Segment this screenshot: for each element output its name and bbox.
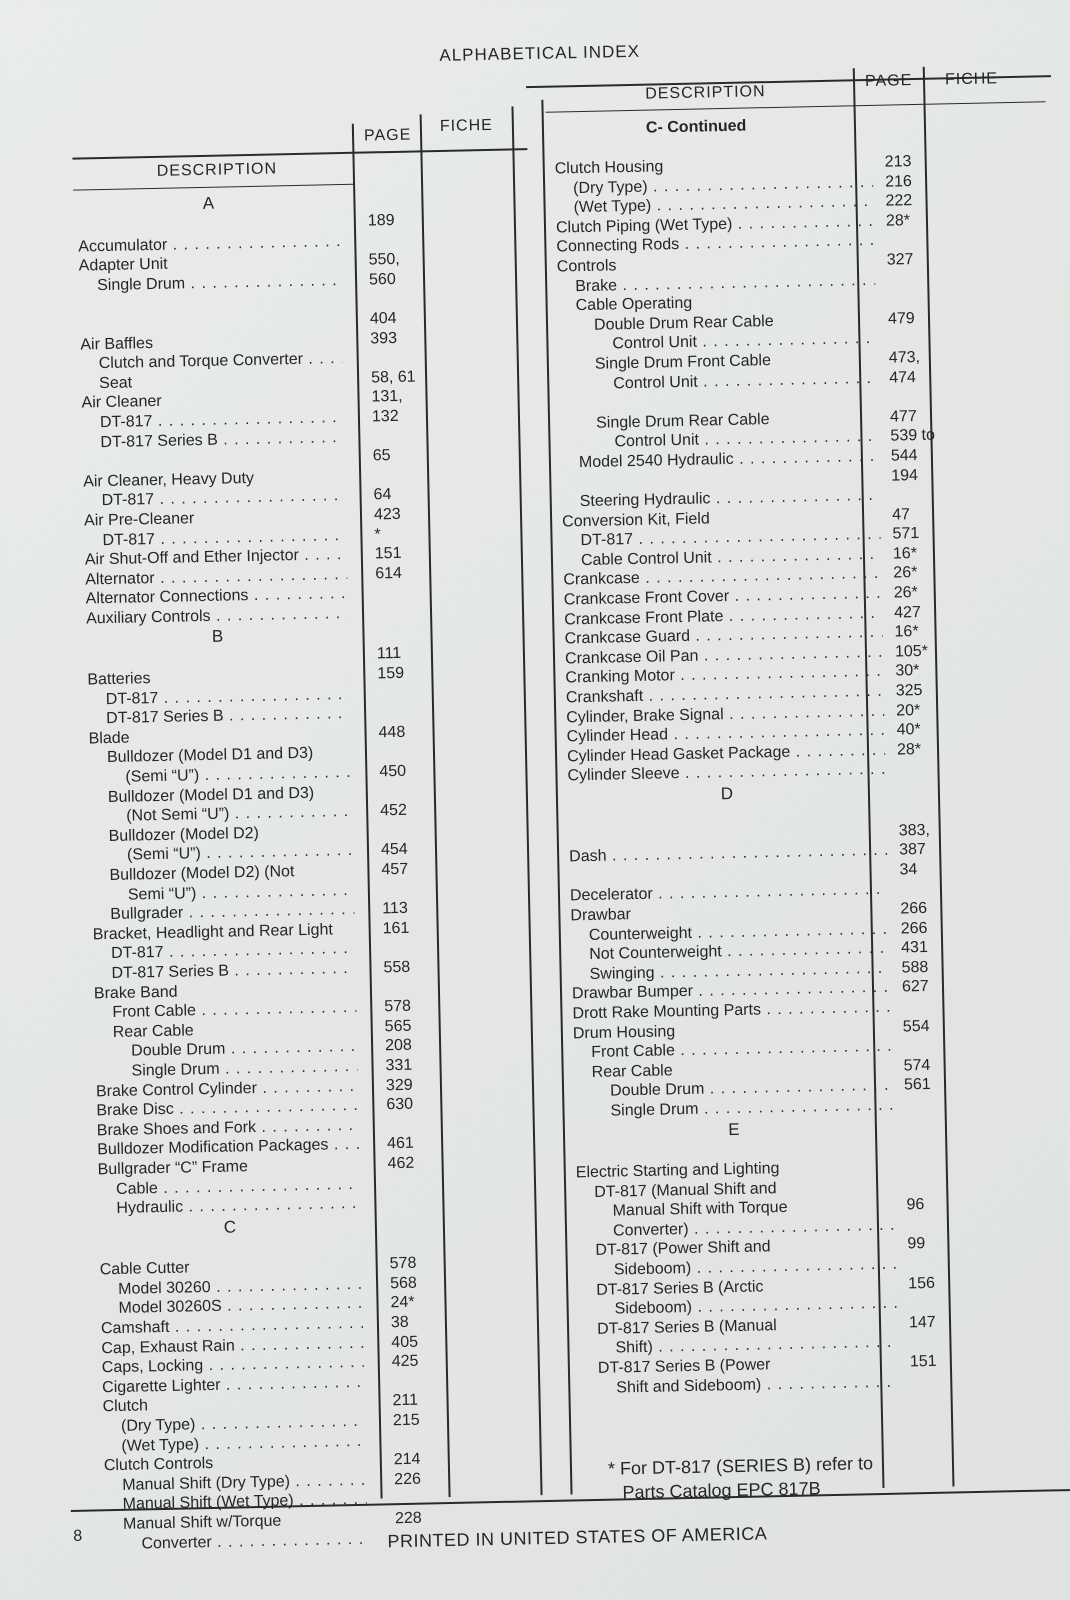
entry-description: Bulldozer Modification Packages . . .: [97, 1135, 359, 1160]
entry-description: DT-817 Series B . . .: [88, 704, 350, 729]
page-title: ALPHABETICAL INDEX: [439, 41, 641, 65]
right-fiche-header: FICHE: [944, 70, 999, 89]
entry-description: Bracket, Headlight and Rear Light: [92, 921, 333, 944]
entry-description: DT-817 . . .: [82, 408, 344, 433]
entry-page: 65: [372, 447, 391, 465]
entry-description: Shift and Sideboom) . . .: [580, 1372, 898, 1398]
entry-page: 222: [885, 192, 913, 210]
right-heading: C- Continued: [645, 117, 747, 137]
entry-page: 574: [903, 1056, 931, 1075]
entry-description: Dash . . .: [569, 841, 887, 867]
entry-page: 461: [386, 1135, 415, 1153]
entry-page: 477: [889, 407, 917, 426]
entry-description: Bulldozer (Model D1 and D3): [107, 784, 315, 806]
entry-description: Cable Operating: [575, 294, 693, 315]
entry-description: Front Cable . . .: [573, 1037, 891, 1063]
entry-page: 211: [392, 1392, 419, 1410]
entry-description: Cylinder Head . . .: [566, 721, 884, 747]
entry-page: 40*: [896, 721, 921, 739]
entry-page: 578: [389, 1254, 417, 1273]
entry-description: Cable Cutter: [99, 1259, 190, 1279]
entry-page: 58, 61: [370, 368, 416, 387]
entry-page: 266: [900, 899, 928, 918]
left-page-header: PAGE: [363, 126, 412, 145]
entry-description: Double Drum Rear Cable: [593, 312, 774, 334]
entry-description: Drawbar Bumper . . .: [572, 978, 890, 1004]
entry-description: DT-817 . . .: [83, 486, 345, 511]
entry-description: Crankcase Oil Pan . . .: [565, 643, 883, 669]
entry-page: 452: [380, 802, 408, 820]
entry-description: Crankcase Front Cover . . .: [564, 584, 882, 610]
entry-description: Bullgrader . . .: [92, 900, 354, 925]
entry-description: Shift) . . .: [579, 1333, 897, 1359]
entry-description: (Semi “U”) . . .: [91, 841, 353, 866]
entry-description: Model 2540 Hydraulic . . .: [561, 447, 879, 473]
entry-description: Converter) . . .: [577, 1216, 895, 1242]
entry-description: Cable Control Unit . . .: [563, 545, 881, 571]
entry-description: Seat: [99, 374, 133, 392]
entry-description: Converter . . .: [105, 1529, 367, 1554]
footnote-line-1: * For DT-817 (SERIES B) refer to: [607, 1453, 874, 1479]
entry-page: 405: [391, 1333, 419, 1351]
entry-description: Swinging . . .: [571, 958, 889, 984]
entry-page: 448: [378, 723, 406, 742]
entry-description: DT-817 . . .: [88, 685, 350, 710]
entry-description: DT-817 Series B . . .: [82, 428, 344, 453]
entry-description: Model 30260S . . .: [100, 1294, 362, 1319]
entry-page: 96: [906, 1196, 925, 1214]
entry-page: 113: [382, 899, 408, 918]
entry-page: 156: [908, 1274, 936, 1293]
entry-description: Cigarette Lighter . . .: [102, 1373, 364, 1398]
entry-page: 423: [373, 505, 401, 524]
entry-page: 30*: [895, 662, 920, 680]
entry-page: 24*: [390, 1294, 415, 1312]
entry-description: Alternator Connections . . .: [85, 584, 347, 609]
header-underline-left: [73, 184, 353, 191]
entry-description: Rear Cable: [112, 1022, 194, 1041]
entry-page: 111: [376, 645, 402, 663]
entry-page: 578: [384, 997, 412, 1016]
entry-page: 34: [899, 860, 918, 879]
entry-page: 131,: [371, 388, 403, 406]
entry-page: 425: [391, 1352, 419, 1371]
entry-page: 630: [386, 1095, 414, 1114]
entry-description: Caps, Locking . . .: [102, 1353, 364, 1378]
entry-page: 462: [387, 1154, 415, 1173]
section-letter: B: [211, 627, 224, 647]
entry-description: Single Drum Front Cable: [594, 352, 772, 373]
entry-page: 189: [367, 211, 395, 230]
entry-description: Brake Control Cylinder . . .: [96, 1076, 358, 1101]
entry-description: Control Unit . . .: [559, 368, 877, 394]
entry-page: 99: [907, 1235, 926, 1253]
entry-description: Crankshaft . . .: [566, 682, 884, 708]
entry-page: 329: [385, 1076, 413, 1094]
entry-page: 327: [886, 251, 914, 269]
entry-description: Double Drum . . .: [574, 1076, 892, 1102]
entry-page: 194: [891, 466, 919, 485]
entry-page: 560: [368, 270, 396, 289]
entry-description: Hydraulic . . .: [98, 1194, 360, 1219]
entry-description: Crankcase . . .: [563, 564, 881, 590]
entry-description: Rear Cable: [591, 1062, 673, 1081]
entry-description: Counterweight . . .: [571, 919, 889, 945]
entry-description: (Dry Type) . . .: [555, 172, 873, 198]
header-rule-left: [72, 148, 527, 160]
entry-page: 571: [892, 525, 920, 543]
entry-page: 16*: [894, 623, 919, 641]
entry-description: Manual Shift (Dry Type) . . .: [104, 1471, 366, 1496]
entry-description: (Wet Type) . . .: [103, 1431, 365, 1456]
entry-description: Air Pre-Cleaner: [83, 510, 195, 530]
entry-page: 132: [371, 407, 399, 426]
entry-page: 325: [895, 681, 923, 700]
entry-description: Alternator . . .: [85, 565, 347, 590]
entry-page: 550,: [368, 251, 400, 269]
entry-description: Clutch and Torque Converter . . .: [81, 349, 343, 374]
entry-page: 26*: [893, 584, 918, 602]
entry-description: Bullgrader “C” Frame: [97, 1158, 249, 1179]
right-page-header: PAGE: [864, 72, 913, 91]
entry-page: 427: [893, 603, 922, 622]
entry-description: Sideboom) . . .: [578, 1294, 896, 1320]
left-fiche-header: FICHE: [439, 116, 494, 135]
entry-page: 544: [890, 446, 918, 465]
entry-description: Adapter Unit: [78, 255, 168, 275]
entry-description: Drott Rake Mounting Parts . . .: [572, 998, 890, 1024]
entry-page: 568: [389, 1274, 417, 1293]
entry-page: 47: [891, 505, 911, 524]
entry-description: Crankcase Front Plate . . .: [564, 603, 882, 629]
entry-page: 151: [909, 1352, 937, 1371]
entry-description: Clutch Piping (Wet Type) . . .: [556, 212, 874, 238]
entry-description: Sideboom) . . .: [578, 1255, 896, 1281]
entry-description: Crankcase Guard . . .: [564, 623, 882, 649]
entry-description: Single Drum . . .: [95, 1057, 357, 1082]
section-letter: D: [720, 783, 734, 804]
entry-page: 331: [385, 1056, 413, 1075]
entry-description: Control Unit . . .: [560, 427, 878, 453]
entry-description: Cap, Exhaust Rain . . .: [101, 1333, 363, 1358]
entry-page: 214: [393, 1450, 421, 1469]
entry-page: 383,: [898, 821, 931, 840]
entry-page: 473,: [888, 348, 921, 367]
column-rule: [511, 106, 542, 1495]
entry-description: Auxiliary Controls . . .: [86, 604, 348, 629]
entry-description: DT-817 (Manual Shift and: [594, 1179, 777, 1201]
entry-description: (Dry Type) . . .: [103, 1412, 365, 1437]
entry-description: Clutch: [102, 1397, 149, 1416]
entry-description: Bulldozer (Model D1 and D3): [106, 745, 314, 767]
entry-page: 159: [377, 664, 405, 683]
entry-page: 614: [375, 564, 403, 583]
entry-description: Brake . . .: [557, 270, 875, 296]
entry-description: Semi “U”) . . .: [92, 881, 354, 906]
entry-page: 479: [887, 309, 915, 328]
footnote-line-2: Parts Catalog EPC 817B: [622, 1478, 821, 1503]
entry-description: Conversion Kit, Field: [561, 510, 710, 531]
entry-page: 404: [369, 309, 397, 328]
entry-page: 558: [383, 958, 411, 977]
entry-page: 28*: [885, 211, 911, 230]
entry-description: Front Cable . . .: [94, 998, 356, 1023]
entry-description: (Not Semi “U”) . . .: [90, 802, 352, 827]
entry-description: Single Drum Rear Cable: [595, 410, 770, 432]
entry-description: Bulldozer (Model D2): [108, 824, 260, 845]
entry-page: 588: [901, 958, 929, 977]
entry-page: 16*: [892, 544, 918, 563]
entry-description: DT-817 . . .: [562, 525, 880, 551]
entry-description: DT-817 Series B (Manual: [596, 1317, 777, 1338]
entry-description: Clutch Housing: [554, 158, 664, 178]
entry-description: Connecting Rods . . .: [556, 231, 874, 257]
entry-page: 208: [384, 1037, 412, 1055]
entry-description: Cranking Motor . . .: [565, 662, 883, 688]
entry-description: Cable . . .: [98, 1174, 360, 1199]
entry-description: Manual Shift with Torque: [612, 1199, 788, 1220]
entry-description: Cylinder Sleeve . . .: [567, 760, 885, 786]
entry-description: Drum Housing: [572, 1022, 676, 1042]
entry-description: DT-817 Series B . . .: [93, 959, 355, 984]
left-index-column: [77, 188, 455, 1554]
entry-description: Controls: [556, 257, 617, 276]
page-number: 8: [73, 1527, 83, 1545]
entry-description: DT-817 Series B (Arctic: [596, 1278, 764, 1299]
entry-description: Manual Shift (Wet Type) . . .: [104, 1490, 366, 1515]
entry-description: Batteries: [87, 670, 151, 689]
entry-description: DT-817 . . .: [84, 525, 346, 550]
entry-description: Decelerator . . .: [570, 880, 888, 906]
entry-description: Single Drum . . .: [574, 1096, 892, 1122]
entry-description: DT-817 (Power Shift and: [595, 1238, 771, 1260]
entry-page: 539 to: [890, 426, 936, 445]
left-description-header: DESCRIPTION: [156, 160, 278, 180]
entry-page: 266: [900, 919, 928, 938]
entry-description: Electric Starting and Lighting: [575, 1160, 780, 1182]
entry-description: Air Baffles: [80, 334, 154, 354]
entry-page: 454: [380, 841, 408, 859]
right-index-column: [555, 150, 1021, 1398]
entry-description: Air Cleaner, Heavy Duty: [83, 469, 255, 491]
entry-page: 431: [901, 939, 929, 957]
entry-page: 213: [884, 153, 912, 171]
entry-page: 26*: [893, 564, 918, 583]
entry-description: Control Unit . . .: [558, 329, 876, 355]
entry-page: 226: [394, 1470, 422, 1489]
entry-page: 627: [901, 978, 929, 996]
section-letter: A: [202, 193, 215, 213]
section-letter: E: [728, 1119, 740, 1139]
entry-page: *: [374, 525, 381, 543]
entry-description: (Wet Type) . . .: [555, 192, 873, 218]
entry-description: Double Drum . . .: [95, 1037, 357, 1062]
entry-description: Not Counterweight . . .: [571, 939, 889, 965]
entry-description: Manual Shift w/Torque: [122, 1512, 282, 1533]
entry-page: 561: [903, 1076, 931, 1094]
entry-page: 393: [370, 329, 398, 348]
entry-description: DT-817 . . .: [93, 939, 355, 964]
entry-page: 28*: [896, 740, 922, 759]
entry-page: 216: [884, 172, 913, 191]
section-letter: C: [223, 1217, 237, 1237]
footnote: [608, 1451, 874, 1505]
entry-page: 38: [390, 1313, 409, 1332]
entry-description: Brake Band: [93, 983, 178, 1002]
entry-page: 64: [373, 486, 392, 504]
entry-description: (Semi “U”) . . .: [89, 763, 351, 788]
entry-page: 228: [394, 1509, 422, 1528]
entry-page: 147: [908, 1313, 936, 1332]
entry-description: Blade: [88, 729, 130, 748]
entry-page: 474: [889, 368, 917, 387]
entry-description: Air Cleaner: [81, 393, 162, 412]
entry-description: Brake Disc . . .: [96, 1096, 358, 1121]
entry-description: Single Drum . . .: [79, 271, 341, 296]
entry-page: 20*: [896, 701, 921, 720]
entry-page: 105*: [894, 642, 929, 661]
entry-page: 215: [392, 1411, 420, 1430]
entry-page: 387: [898, 841, 927, 859]
entry-page: 457: [381, 860, 409, 879]
entry-description: Clutch Controls: [103, 1455, 214, 1475]
entry-page: 151: [374, 544, 402, 563]
header-underline-right: [546, 101, 1046, 112]
right-description-header: DESCRIPTION: [645, 83, 766, 103]
entry-description: Drawbar: [570, 906, 632, 925]
entry-description: Cylinder, Brake Signal . . .: [566, 701, 884, 727]
printed-notice: PRINTED IN UNITED STATES OF AMERICA: [387, 1523, 768, 1552]
entry-page: 161: [382, 919, 410, 938]
entry-description: Camshaft . . .: [101, 1314, 363, 1339]
entry-description: Steering Hydraulic . . .: [562, 486, 880, 512]
entry-page: 554: [902, 1017, 930, 1035]
entry-page: 450: [379, 762, 407, 781]
entry-description: Model 30260 . . .: [100, 1275, 362, 1300]
entry-description: Accumulator . . .: [78, 232, 340, 257]
entry-description: Air Shut-Off and Ether Injector . . .: [85, 545, 347, 570]
entry-description: DT-817 Series B (Power: [597, 1356, 771, 1377]
entry-page: 565: [384, 1017, 412, 1036]
entry-description: Bulldozer (Model D2) (Not: [109, 863, 295, 885]
entry-description: Brake Shoes and Fork . . .: [97, 1116, 359, 1141]
entry-description: Cylinder Head Gasket Package . . .: [567, 741, 885, 767]
